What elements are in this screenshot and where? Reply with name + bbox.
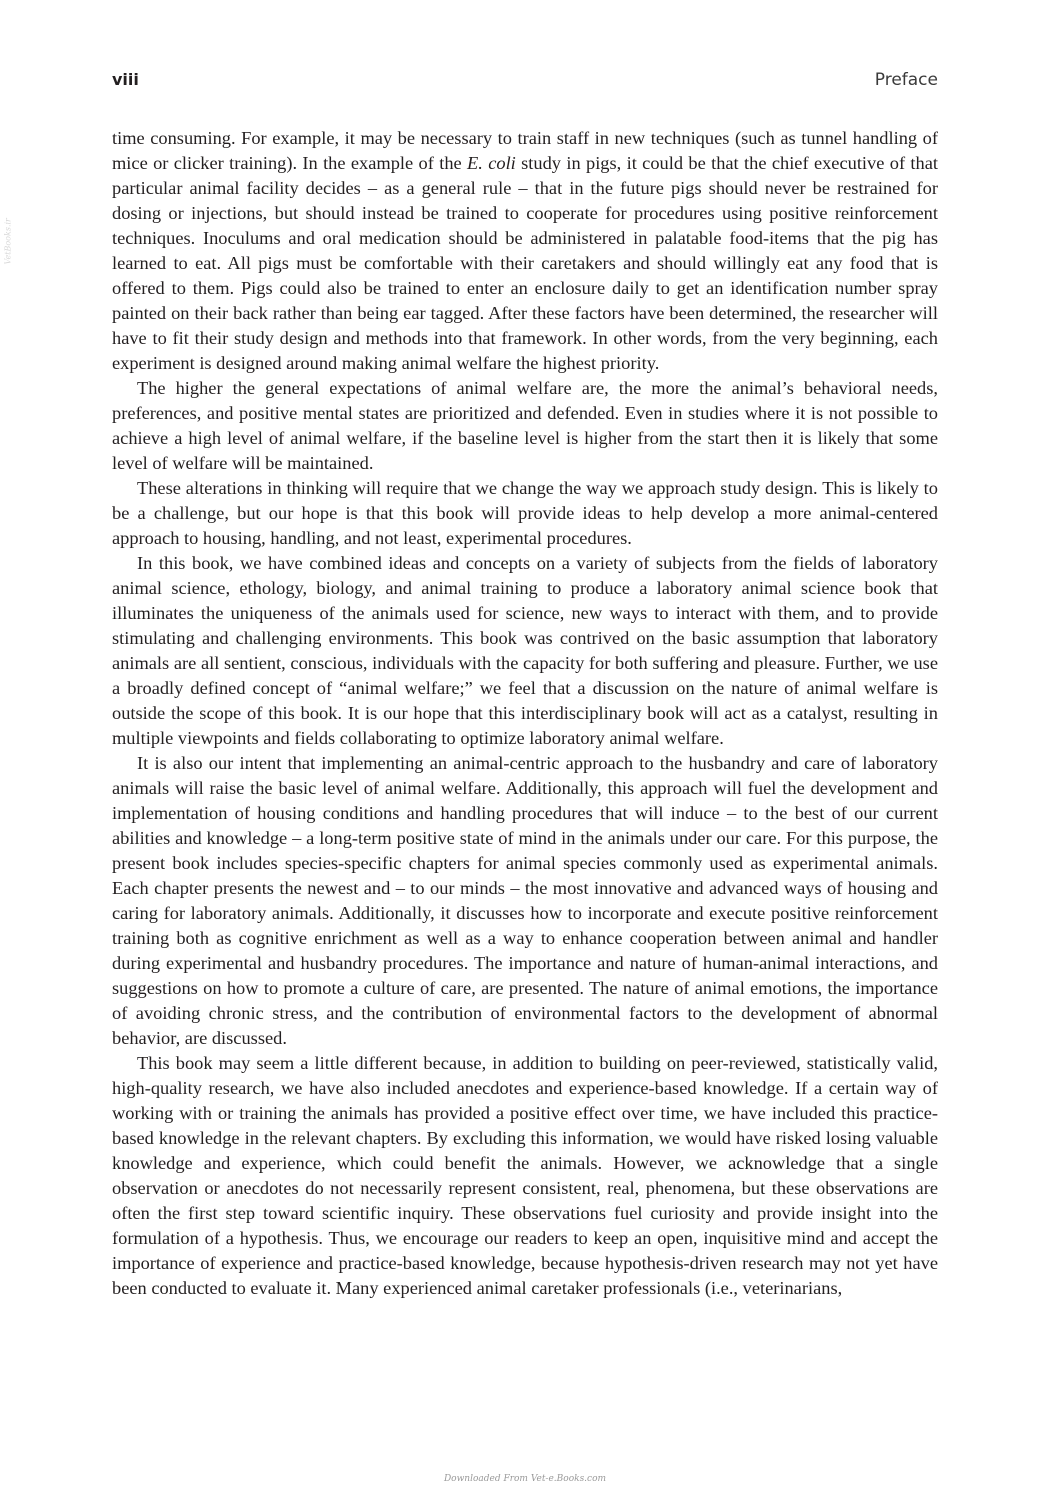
paragraph-3: These alterations in thinking will require that we change the way we approach study design. This is likely to be a challenge, but our hope is that this book will provide ideas to help develop a more animal-centered approach to housing, handling, and not least, experimental procedures.	[112, 478, 938, 548]
running-head: Preface	[874, 70, 938, 90]
paragraph-2: The higher the general expectations of animal welfare are, the more the animal’s behavioral needs, preferences, and positive mental states are prioritized and defended. Even in studies where it is not possible to achieve a high level of animal welfare, if the baseline level is higher from the start then it is likely that some level of welfare will be maintained.	[112, 378, 938, 473]
paragraph-1-italic: E. coli	[467, 153, 516, 173]
body-text	[112, 126, 938, 1301]
paragraph-1-text-a: time consuming. For example, it may be necessary to train staff in new techniques (such as tunnel handling of mice or clicker training). In the example of the	[112, 128, 938, 173]
paragraph-1-text-b: study in pigs, it could be that the chief executive of that particular animal facility decides – as a general rule – that in the future pigs should never be restrained for dosing or injections, but should instead be trained to cooperate for procedures using positive reinforcement techniques. Inoculums and oral medication should be administered in palatable food-items that the pig has learned to eat. All pigs must be comfortable with their caretakers and should willingly eat any food that is offered to them. Pigs could also be trained to enter an enclosure daily to get an identification number spray painted on their back rather than being ear tagged. After these factors have been determined, the researcher will have to fit their study design and methods into that framework. In other words, from the very beginning, each experiment is designed around making animal welfare the highest priority.	[112, 153, 938, 373]
paragraph-6: This book may seem a little different because, in addition to building on peer-reviewed, statistically valid, high-quality research, we have also included anecdotes and experience-based knowledge. If a certain way of working with or training the animals has provided a positive effect over time, we have included this practice-based knowledge in the relevant chapters. By excluding this information, we would have risked losing valuable knowledge and experience, which could benefit the animals. However, we acknowledge that a single observation or anecdotes do not necessarily represent consistent, real, phenomena, but these observations are often the first step toward scientific inquiry. These observations fuel curiosity and provide insight into the formulation of a hypothesis. Thus, we encourage our readers to keep an open, inquisitive mind and accept the importance of experience and practice-based knowledge, because hypothesis-driven research may not yet have been conducted to evaluate it. Many experienced animal caretaker professionals (i.e., veterinarians,	[112, 1053, 938, 1298]
footer-watermark: Downloaded From Vet-e.Books.com	[443, 1474, 607, 1484]
paragraph-5: It is also our intent that implementing an animal-centric approach to the husbandry and care of laboratory animals will raise the basic level of animal welfare. Additionally, this approach will fuel the development and implementation of housing conditions and handling procedures that will induce – to the best of our current abilities and knowledge – a long-term positive state of mind in the animals under our care. For this purpose, the present book includes species-specific chapters for animal species commonly used as experimental animals. Each chapter presents the newest and – to our minds – the most innovative and advanced ways of housing and caring for laboratory animals. Additionally, it discusses how to incorporate and execute positive reinforcement training both as cognitive enrichment as well as a way to enhance cooperation between animal and handler during experimental and husbandry procedures. The importance and nature of human-animal interactions, and suggestions on how to promote a culture of care, are presented. The nature of animal emotions, the importance of avoiding chronic stress, and the contribution of environmental factors to the development of abnormal behavior, are discussed.	[112, 753, 938, 1048]
paragraph-1	[112, 126, 938, 376]
paragraph-4: In this book, we have combined ideas and concepts on a variety of subjects from the fields of laboratory animal science, ethology, biology, and animal training to produce a laboratory animal science book that illuminates the uniqueness of the animals used for science, new ways to interact with them, and to provide stimulating and challenging environments. This book was contrived on the basic assumption that laboratory animals are all sentient, conscious, individuals with the capacity for both suffering and pleasure. Further, we use a broadly defined concept of “animal welfare;” we feel that a discussion on the nature of animal welfare is outside the scope of this book. It is our hope that this interdisciplinary book will act as a catalyst, resulting in multiple viewpoints and fields collaborating to optimize laboratory animal welfare.	[112, 553, 938, 748]
page-number: viii	[112, 70, 139, 89]
page-header	[112, 70, 938, 94]
side-watermark: VetBooks.ir	[3, 218, 13, 265]
